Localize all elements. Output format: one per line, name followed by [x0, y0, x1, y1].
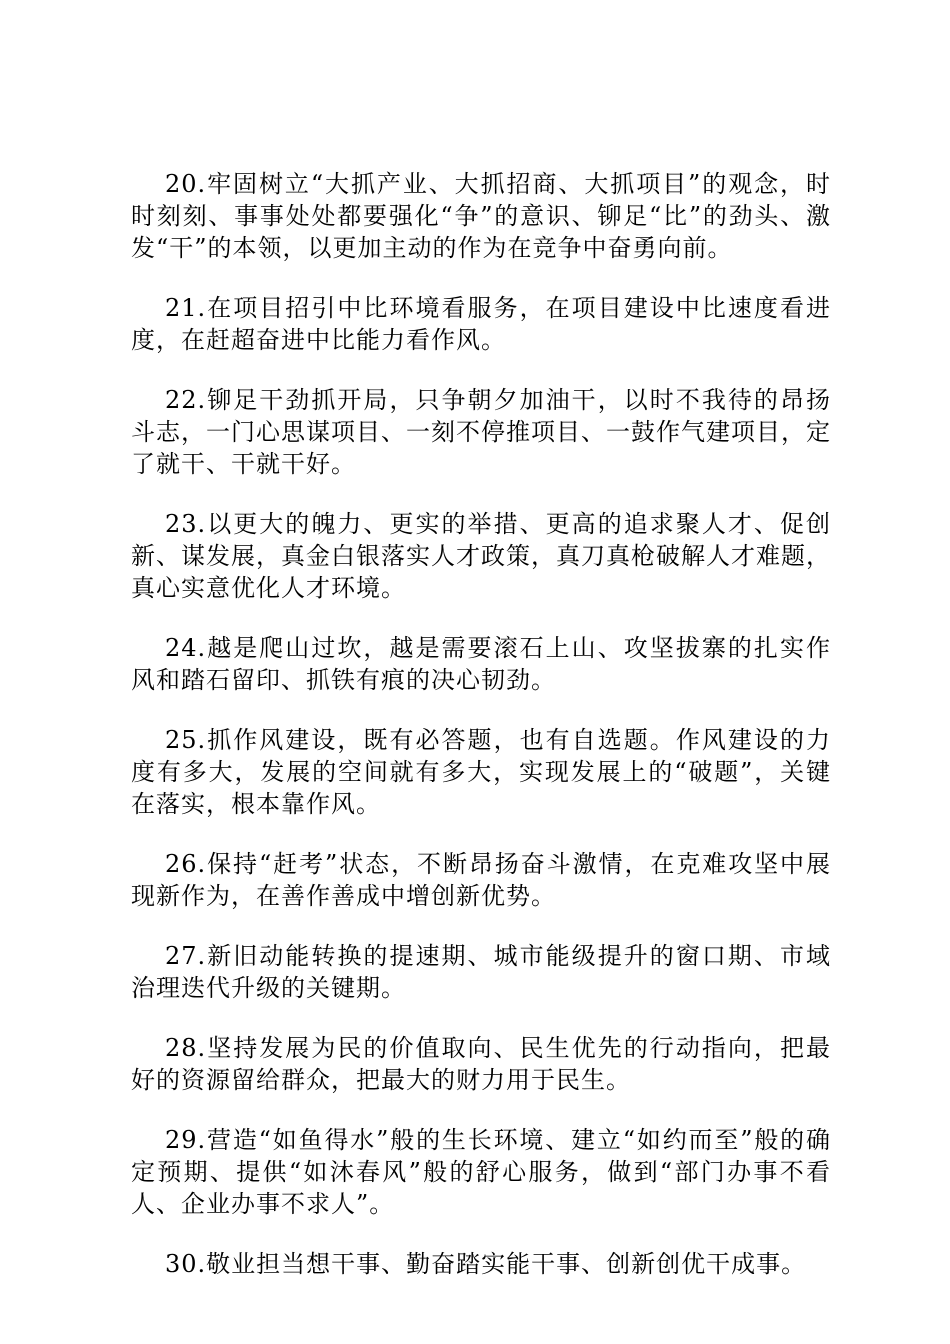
- paragraph-30: 30.敬业担当想干事、勤奋踏实能干事、创新创优干成事。: [165, 1250, 807, 1278]
- paragraph-20: 20.牢固树立“大抓产业、大抓招商、大抓项目”的观念，时时刻刻、事事处处都要强化“争”的意识、铆足“比”的劲头、激发“干”的本领，以更加主动的作为在竞争中奋勇向前。: [131, 170, 831, 262]
- paragraph-24: 24.越是爬山过坎，越是需要滚石上山、攻坚拔寨的扎实作风和踏石留印、抓铁有痕的决心韧劲。: [131, 634, 831, 694]
- paragraph-25: 25.抓作风建设，既有必答题，也有自选题。作风建设的力度有多大，发展的空间就有多大，实现发展上的“破题”，关键在落实，根本靠作风。: [131, 726, 831, 818]
- paragraph-28: 28.坚持发展为民的价值取向、民生优先的行动指向，把最好的资源留给群众，把最大的财力用于民生。: [131, 1034, 831, 1094]
- paragraph-23: 23.以更大的魄力、更实的举措、更高的追求聚人才、促创新、谋发展，真金白银落实人才政策，真刀真枪破解人才难题，真心实意优化人才环境。: [131, 510, 831, 602]
- paragraph-29: 29.营造“如鱼得水”般的生长环境、建立“如约而至”般的确定预期、提供“如沐春风”般的舒心服务，做到“部门办事不看人、企业办事不求人”。: [131, 1126, 831, 1218]
- paragraph-26: 26.保持“赶考”状态，不断昂扬奋斗激情，在克难攻坚中展现新作为，在善作善成中增创新优势。: [131, 850, 831, 910]
- paragraph-22: 22.铆足干劲抓开局，只争朝夕加油干，以时不我待的昂扬斗志，一门心思谋项目、一刻不停推项目、一鼓作气建项目，定了就干、干就干好。: [131, 386, 831, 478]
- paragraph-27: 27.新旧动能转换的提速期、城市能级提升的窗口期、市域治理迭代升级的关键期。: [131, 942, 831, 1002]
- paragraph-21: 21.在项目招引中比环境看服务，在项目建设中比速度看进度，在赶超奋进中比能力看作风。: [131, 294, 831, 354]
- document-body: [131, 168, 831, 1308]
